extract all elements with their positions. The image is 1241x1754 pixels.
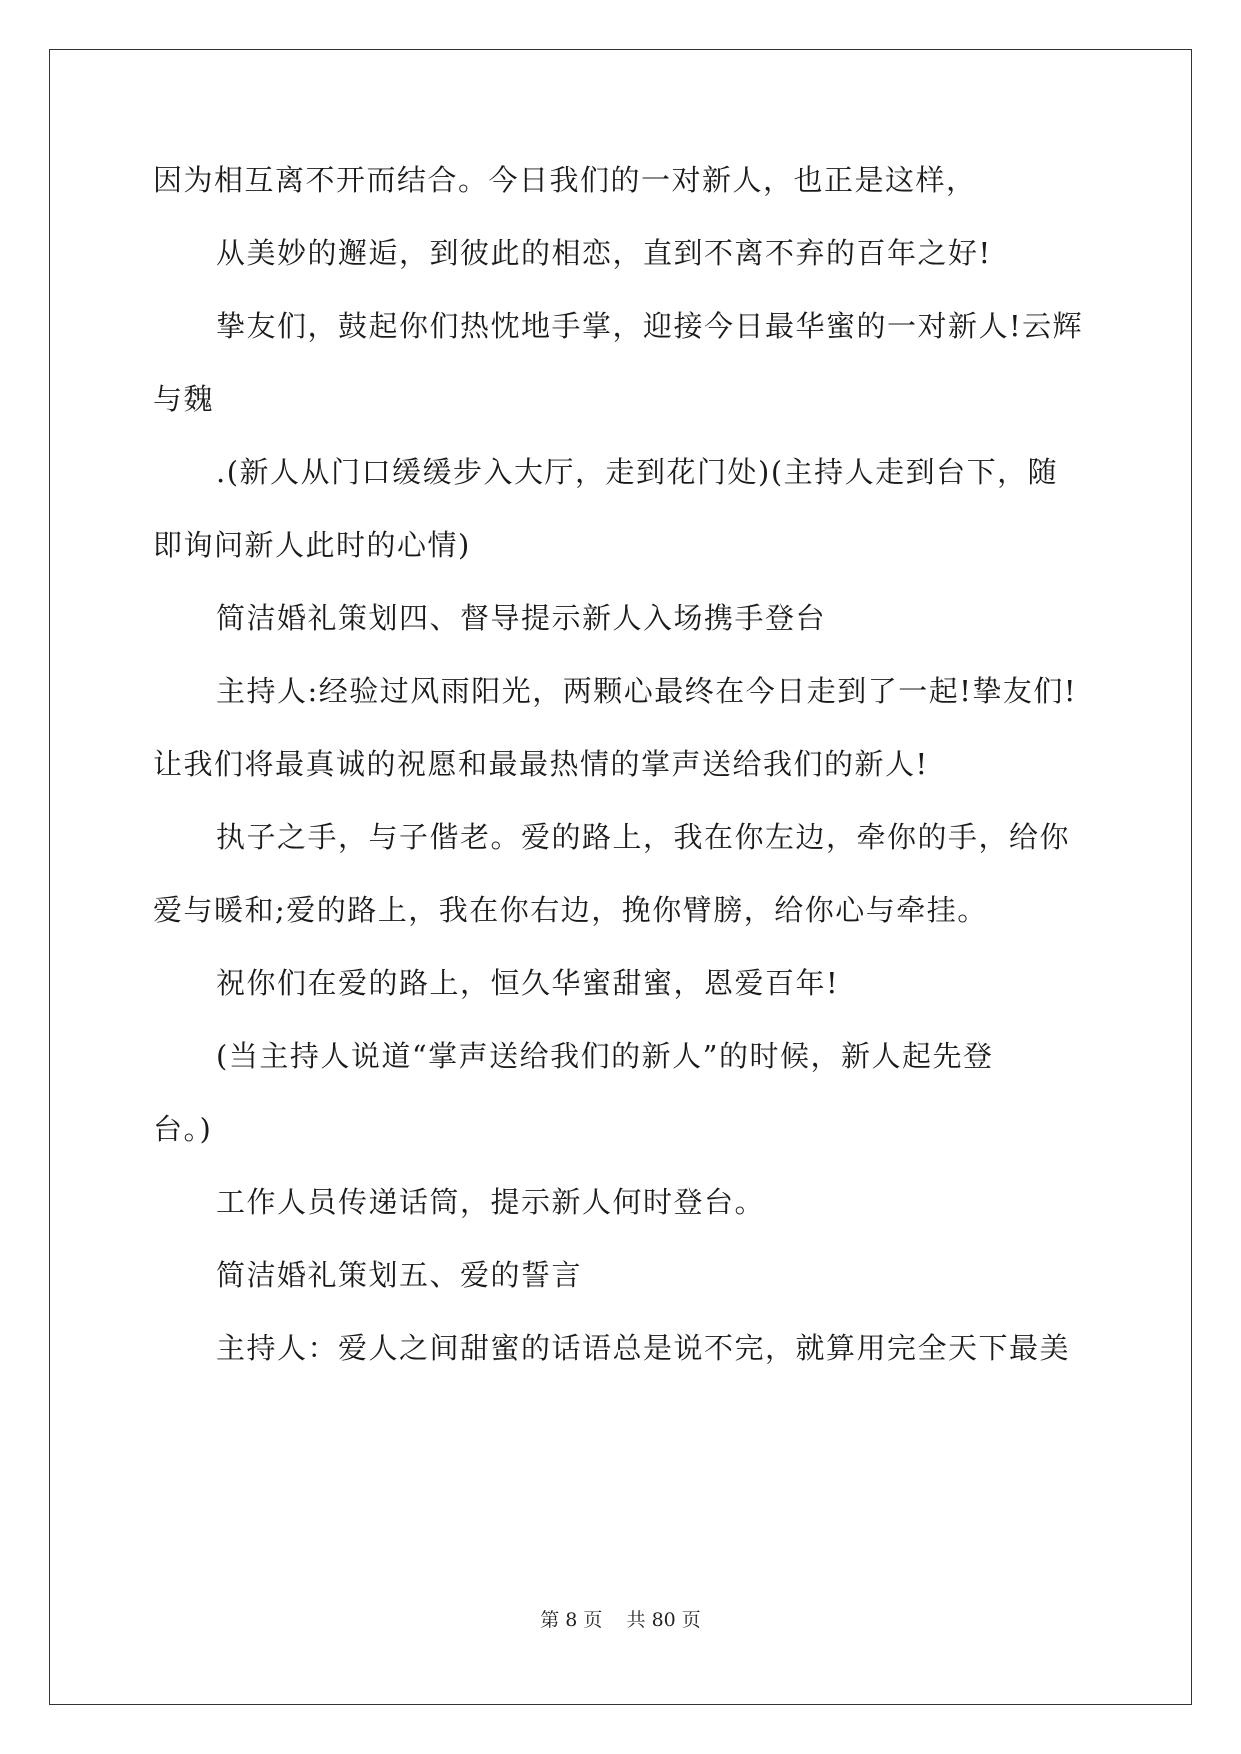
- paragraph-line: 台。): [153, 1112, 213, 1146]
- section-heading: 简洁婚礼策划四、督导提示新人入场携手登台: [216, 601, 827, 635]
- paragraph-line: 爱与暖和;爱的路上，我在你右边，挽你臂膀，给你心与牵挂。: [153, 893, 988, 927]
- paragraph-line: 祝你们在爱的路上，恒久华蜜甜蜜，恩爱百年!: [216, 966, 840, 1000]
- page-footer: [0, 1608, 1241, 1632]
- page-number: 第 8 页 共 80 页: [540, 1609, 701, 1631]
- paragraph-line: (当主持人说道“掌声送给我们的新人”的时候，新人起先登: [216, 1039, 994, 1073]
- paragraph-line: 从美妙的邂逅，到彼此的相恋，直到不离不弃的百年之好!: [216, 236, 992, 270]
- page-frame: [49, 49, 1192, 1705]
- paragraph-line: 与魏: [153, 382, 215, 416]
- paragraph-line: 主持人:经验过风雨阳光，两颗心最终在今日走到了一起!挚友们!: [216, 674, 1078, 708]
- paragraph-line: 让我们将最真诚的祝愿和最最热情的掌声送给我们的新人!: [153, 747, 929, 781]
- paragraph-line: 工作人员传递话筒，提示新人何时登台。: [216, 1185, 766, 1219]
- paragraph-line: 即询问新人此时的心情): [153, 528, 471, 562]
- paragraph-line: 因为相互离不开而结合。今日我们的一对新人，也正是这样，: [153, 163, 977, 197]
- paragraph-line: .(新人从门口缓缓步入大厅，走到花门处)(主持人走到台下，随: [216, 455, 1059, 489]
- paragraph-line: 执子之手，与子偕老。爱的路上，我在你左边，牵你的手，给你: [216, 820, 1071, 854]
- paragraph-line: 挚友们，鼓起你们热忱地手掌，迎接今日最华蜜的一对新人!云辉: [216, 309, 1084, 343]
- paragraph-line: 主持人：爱人之间甜蜜的话语总是说不完，就算用完全天下最美: [216, 1331, 1071, 1365]
- section-heading: 简洁婚礼策划五、爱的誓言: [216, 1258, 583, 1292]
